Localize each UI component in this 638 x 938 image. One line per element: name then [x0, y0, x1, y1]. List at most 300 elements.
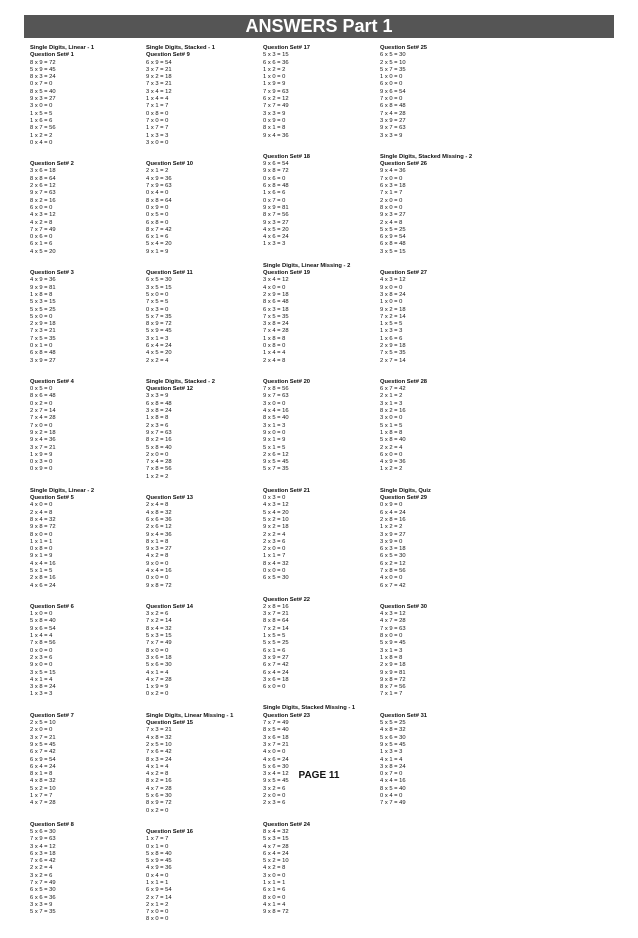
answer-line: 9 x 9 = 81 — [263, 204, 289, 211]
answer-line: 0 x 9 = 0 — [146, 204, 169, 211]
answer-line: 1 x 7 = 7 — [146, 125, 169, 132]
answer-line: 1 x 0 = 0 — [263, 74, 286, 81]
answer-line: 2 x 6 = 12 — [30, 183, 56, 190]
answer-line: 2 x 5 = 10 — [380, 59, 406, 66]
answers-column-2 — [146, 45, 264, 938]
answer-line: 3 x 8 = 24 — [146, 408, 172, 415]
answer-line: 8 x 0 = 0 — [146, 647, 169, 654]
answer-line: 4 x 7 = 28 — [146, 676, 172, 683]
answer-line: 5 x 3 = 15 — [146, 633, 172, 640]
question-set-heading: Question Set# 31 — [380, 712, 428, 719]
question-set-heading: Question Set# 18 — [263, 153, 311, 160]
section-heading: Single Digits, Stacked Missing - 1 — [263, 705, 356, 712]
answer-line: 3 x 0 = 0 — [263, 400, 286, 407]
answer-line: 6 x 9 = 54 — [146, 887, 172, 894]
question-set-heading: Question Set# 20 — [263, 378, 311, 385]
answer-line: 5 x 9 = 45 — [30, 66, 56, 73]
answer-line: 3 x 4 = 12 — [263, 277, 289, 284]
answer-line: 7 x 7 = 49 — [263, 103, 289, 110]
answer-line: 0 x 1 = 0 — [146, 843, 169, 850]
answer-line: 8 x 7 = 56 — [263, 212, 289, 219]
answer-line: 0 x 7 = 0 — [263, 197, 286, 204]
question-set-block — [146, 713, 264, 815]
answer-line: 6 x 7 = 42 — [380, 582, 406, 589]
answer-line: 2 x 1 = 2 — [146, 901, 169, 908]
section-heading: Single Digits, Stacked Missing - 2 — [380, 153, 473, 160]
answer-line: 8 x 4 = 32 — [146, 625, 172, 632]
answer-line: 7 x 7 = 49 — [380, 800, 406, 807]
answer-line: 0 x 8 = 0 — [263, 342, 286, 349]
answer-line: 3 x 8 = 24 — [30, 684, 56, 691]
question-set-block — [263, 488, 381, 583]
answer-line: 8 x 8 = 64 — [146, 197, 172, 204]
answer-line: 7 x 2 = 14 — [263, 625, 289, 632]
answer-line: 9 x 1 = 9 — [30, 553, 53, 560]
answer-line: 0 x 6 = 0 — [30, 234, 53, 241]
answer-line: 6 x 3 = 18 — [380, 183, 406, 190]
answer-line: 4 x 7 = 28 — [263, 843, 289, 850]
question-set-block — [146, 495, 264, 590]
answer-line: 3 x 1 = 3 — [263, 422, 286, 429]
answer-line: 6 x 5 = 30 — [263, 575, 289, 582]
answer-line: 9 x 3 = 27 — [146, 546, 172, 553]
question-set-heading: Question Set# 24 — [263, 821, 311, 828]
question-set-block — [30, 161, 148, 256]
answer-line: 6 x 1 = 6 — [30, 241, 53, 248]
question-set-block — [30, 379, 148, 474]
question-set-heading: Question Set# 12 — [146, 386, 194, 393]
answer-line: 5 x 4 = 20 — [146, 241, 172, 248]
answer-line: 5 x 5 = 25 — [30, 306, 56, 313]
answer-line: 7 x 0 = 0 — [30, 422, 53, 429]
answer-line: 1 x 9 = 9 — [263, 81, 286, 88]
question-set-heading: Question Set# 2 — [30, 161, 74, 168]
question-set-block — [263, 45, 381, 140]
answer-line: 5 x 2 = 10 — [263, 516, 289, 523]
answer-line: 7 x 7 = 49 — [30, 226, 56, 233]
answer-line: 2 x 3 = 6 — [263, 538, 286, 545]
answer-line: 7 x 1 = 7 — [380, 691, 403, 698]
answer-line: 6 x 1 = 6 — [263, 887, 286, 894]
answer-line: 5 x 8 = 40 — [146, 444, 172, 451]
answer-line: 7 x 0 = 0 — [146, 909, 169, 916]
answer-line: 9 x 0 = 0 — [30, 662, 53, 669]
answer-line: 5 x 5 = 25 — [263, 640, 289, 647]
answer-line: 5 x 6 = 30 — [263, 763, 289, 770]
answer-line: 4 x 0 = 0 — [380, 575, 403, 582]
answer-line: 6 x 9 = 54 — [146, 59, 172, 66]
answer-line: 9 x 5 = 45 — [263, 778, 289, 785]
answer-line: 6 x 6 = 36 — [30, 894, 56, 901]
answer-line: 2 x 1 = 2 — [146, 168, 169, 175]
answer-line: 9 x 4 = 36 — [146, 531, 172, 538]
answer-line: 2 x 0 = 0 — [263, 793, 286, 800]
answer-line: 8 x 2 = 16 — [146, 437, 172, 444]
answer-line: 7 x 3 = 21 — [146, 81, 172, 88]
page-title: ANSWERS Part 1 — [24, 15, 614, 38]
question-set-block — [263, 263, 381, 365]
answer-line: 6 x 3 = 18 — [380, 546, 406, 553]
answer-line: 3 x 6 = 18 — [146, 654, 172, 661]
answer-line: 8 x 0 = 0 — [380, 204, 403, 211]
section-heading: Single Digits, Linear - 2 — [30, 487, 95, 494]
answer-line: 8 x 1 = 8 — [30, 771, 53, 778]
answer-line: 7 x 6 = 42 — [30, 858, 56, 865]
answer-line: 6 x 7 = 42 — [30, 749, 56, 756]
answer-line: 0 x 0 = 0 — [263, 568, 286, 574]
answer-line: 3 x 2 = 6 — [146, 611, 169, 618]
answer-line: 3 x 3 = 9 — [30, 901, 53, 908]
answer-line: 8 x 9 = 72 — [146, 321, 172, 328]
answer-line: 3 x 4 = 12 — [146, 88, 172, 95]
answer-line: 4 x 0 = 0 — [263, 749, 286, 756]
answer-line: 3 x 6 = 18 — [30, 168, 56, 175]
question-set-heading: Question Set# 1 — [30, 52, 74, 59]
answer-line: 4 x 0 = 0 — [263, 284, 286, 291]
answer-line: 4 x 6 = 24 — [263, 234, 289, 241]
answer-line: 7 x 6 = 42 — [146, 749, 172, 756]
answer-line: 6 x 0 = 0 — [380, 81, 403, 88]
answer-line: 3 x 5 = 15 — [146, 284, 172, 291]
question-set-block — [30, 488, 148, 590]
answer-line: 8 x 4 = 32 — [263, 560, 289, 567]
answer-line: 5 x 2 = 10 — [263, 858, 289, 865]
answer-line: 0 x 2 = 0 — [30, 400, 53, 407]
answer-line: 1 x 1 = 1 — [263, 879, 286, 886]
answer-line: 2 x 2 = 4 — [30, 865, 53, 872]
question-set-block — [263, 597, 381, 692]
answer-line: 5 x 9 = 45 — [146, 858, 172, 865]
answer-line: 4 x 8 = 32 — [146, 734, 172, 741]
answer-line: 6 x 5 = 30 — [30, 887, 56, 894]
answer-line: 1 x 4 = 4 — [146, 96, 169, 103]
answer-line: 8 x 8 = 64 — [263, 618, 289, 625]
answer-line: 5 x 3 = 15 — [263, 836, 289, 843]
answer-line: 1 x 9 = 9 — [146, 684, 169, 691]
answer-line: 2 x 6 = 12 — [263, 451, 289, 458]
answer-line: 1 x 7 = 7 — [30, 793, 53, 800]
answer-line: 7 x 1 = 7 — [380, 190, 403, 197]
answer-line: 5 x 5 = 25 — [380, 226, 406, 233]
answer-line: 7 x 9 = 63 — [146, 183, 172, 190]
answer-line: 2 x 8 = 16 — [263, 603, 289, 610]
answer-line: 1 x 2 = 2 — [30, 132, 53, 139]
answer-line: 7 x 1 = 7 — [146, 103, 169, 110]
answer-line: 9 x 7 = 63 — [146, 429, 172, 436]
answer-line: 9 x 2 = 18 — [263, 524, 289, 531]
answer-line: 2 x 7 = 14 — [30, 408, 56, 415]
answer-line: 4 x 1 = 4 — [146, 763, 169, 770]
answer-line: 6 x 5 = 30 — [380, 553, 406, 560]
answer-line: 0 x 4 = 0 — [146, 190, 169, 197]
answer-line: 6 x 5 = 30 — [146, 277, 172, 284]
answer-line: 1 x 2 = 2 — [380, 466, 403, 473]
answer-line: 2 x 9 = 18 — [30, 321, 56, 328]
answer-line: 2 x 0 = 0 — [30, 727, 53, 734]
answers-column-4 — [380, 45, 498, 822]
answer-line: 0 x 8 = 0 — [146, 110, 169, 117]
answer-line: 3 x 1 = 3 — [380, 400, 403, 407]
answer-line: 9 x 4 = 36 — [30, 437, 56, 444]
question-set-heading: Question Set# 26 — [380, 161, 428, 168]
answer-line: 7 x 8 = 56 — [30, 640, 56, 647]
question-set-heading: Question Set# 14 — [146, 603, 194, 610]
answer-line: 4 x 3 = 12 — [380, 277, 406, 284]
answer-line: 1 x 0 = 0 — [380, 299, 403, 306]
question-set-heading: Question Set# 16 — [146, 828, 194, 835]
question-set-heading: Question Set# 13 — [146, 495, 194, 502]
answer-line: 8 x 4 = 32 — [263, 828, 289, 835]
question-set-block — [30, 604, 148, 699]
answer-line: 3 x 2 = 6 — [30, 872, 53, 879]
answer-line: 4 x 1 = 4 — [30, 676, 53, 683]
answer-line: 1 x 0 = 0 — [30, 611, 53, 618]
answer-line: 8 x 0 = 0 — [30, 531, 53, 538]
question-set-block — [30, 45, 148, 147]
answer-line: 3 x 5 = 15 — [380, 248, 406, 255]
answer-line: 3 x 7 = 21 — [30, 444, 56, 451]
answer-line: 1 x 6 = 6 — [263, 190, 286, 197]
answer-line: 4 x 9 = 36 — [380, 459, 406, 466]
answer-line: 0 x 9 = 0 — [263, 117, 286, 124]
answer-line: 9 x 5 = 45 — [380, 741, 406, 748]
answer-line: 0 x 6 = 0 — [263, 175, 286, 182]
answer-line: 0 x 1 = 0 — [30, 342, 53, 349]
answer-line: 4 x 0 = 0 — [30, 502, 53, 509]
answer-line: 9 x 8 = 72 — [30, 524, 56, 531]
answer-line: 3 x 3 = 9 — [263, 110, 286, 117]
question-set-heading: Question Set# 17 — [263, 45, 311, 51]
answer-line: 9 x 6 = 54 — [30, 625, 56, 632]
answer-line: 0 x 3 = 0 — [30, 459, 53, 466]
question-set-block — [380, 604, 498, 699]
answer-line: 7 x 2 = 14 — [380, 313, 406, 320]
answer-line: 0 x 8 = 0 — [30, 546, 53, 553]
answer-line: 3 x 7 = 21 — [30, 734, 56, 741]
answer-line: 2 x 0 = 0 — [146, 451, 169, 458]
answer-line: 5 x 4 = 20 — [263, 509, 289, 516]
answer-line: 5 x 5 = 25 — [380, 720, 406, 727]
answer-line: 6 x 6 = 36 — [263, 59, 289, 66]
answer-line: 1 x 3 = 3 — [146, 132, 169, 139]
answer-line: 5 x 7 = 35 — [380, 66, 406, 73]
question-set-block — [30, 713, 148, 808]
answer-line: 2 x 3 = 6 — [146, 422, 169, 429]
answer-line: 7 x 4 = 28 — [30, 415, 56, 422]
answer-line: 0 x 7 = 0 — [380, 771, 403, 778]
answer-line: 1 x 4 = 4 — [263, 350, 286, 357]
question-set-heading: Question Set# 22 — [263, 596, 311, 603]
answer-line: 4 x 3 = 12 — [30, 212, 56, 219]
answer-line: 2 x 1 = 2 — [380, 393, 403, 400]
answer-line: 3 x 9 = 0 — [380, 538, 403, 545]
answer-line: 9 x 5 = 45 — [30, 741, 56, 748]
answer-line: 4 x 8 = 32 — [380, 727, 406, 734]
question-set-block — [380, 379, 498, 474]
answer-line: 8 x 8 = 64 — [30, 175, 56, 182]
question-set-heading: Question Set# 7 — [30, 712, 74, 719]
question-set-heading: Question Set# 11 — [146, 270, 193, 277]
answer-line: 7 x 5 = 5 — [146, 299, 169, 306]
answer-line: 4 x 5 = 20 — [146, 350, 172, 357]
answer-line: 3 x 9 = 27 — [380, 531, 406, 538]
answer-line: 5 x 7 = 35 — [263, 466, 289, 473]
question-set-heading: Question Set# 30 — [380, 603, 428, 610]
answer-line: 9 x 9 = 81 — [30, 284, 56, 291]
answer-line: 3 x 8 = 24 — [263, 321, 289, 328]
answer-line: 9 x 8 = 72 — [263, 909, 289, 916]
question-set-block — [263, 379, 381, 474]
answer-line: 1 x 6 = 6 — [30, 117, 53, 124]
answer-line: 6 x 7 = 42 — [380, 386, 406, 393]
page-number: PAGE 11 — [298, 770, 340, 781]
answer-line: 6 x 5 = 30 — [380, 52, 406, 59]
question-set-block — [263, 822, 381, 917]
answer-line: 9 x 9 = 81 — [380, 669, 406, 676]
section-heading: Single Digits, Quiz — [380, 487, 431, 494]
answer-line: 1 x 5 = 5 — [263, 633, 286, 640]
answer-line: 6 x 9 = 54 — [30, 756, 56, 763]
question-set-block — [380, 270, 498, 365]
question-set-block — [146, 604, 264, 699]
answers-column-3 — [263, 45, 381, 930]
answer-line: 5 x 6 = 30 — [380, 734, 406, 741]
answer-line: 4 x 1 = 4 — [146, 669, 169, 676]
answer-line: 3 x 4 = 12 — [263, 771, 289, 778]
answer-line: 6 x 4 = 24 — [263, 669, 289, 676]
answer-line: 1 x 5 = 5 — [30, 110, 53, 117]
answer-line: 8 x 4 = 32 — [30, 516, 56, 523]
answer-line: 3 x 1 = 3 — [380, 647, 403, 654]
section-heading: Single Digits, Linear - 1 — [30, 45, 95, 51]
question-set-heading: Question Set# 15 — [146, 720, 194, 727]
question-set-block — [146, 270, 264, 365]
answer-line: 9 x 2 = 18 — [380, 306, 406, 313]
question-set-block — [146, 829, 264, 924]
answer-line: 7 x 3 = 21 — [30, 328, 56, 335]
answer-line: 0 x 4 = 0 — [380, 793, 403, 800]
answer-line: 5 x 8 = 40 — [380, 437, 406, 444]
answer-line: 5 x 0 = 0 — [30, 313, 53, 320]
answer-line: 4 x 7 = 28 — [146, 785, 172, 792]
answer-line: 9 x 6 = 54 — [380, 88, 406, 95]
question-set-block — [30, 270, 148, 365]
answer-line: 8 x 0 = 0 — [263, 894, 286, 901]
answer-line: 6 x 0 = 0 — [30, 204, 53, 211]
answer-line: 1 x 3 = 3 — [380, 749, 403, 756]
answer-line: 4 x 9 = 36 — [30, 277, 56, 284]
answer-line: 7 x 5 = 35 — [263, 313, 289, 320]
answer-line: 8 x 2 = 16 — [146, 778, 172, 785]
answer-line: 4 x 6 = 24 — [30, 582, 56, 589]
answer-line: 2 x 4 = 8 — [30, 509, 53, 516]
answer-line: 2 x 4 = 8 — [263, 357, 286, 364]
answer-line: 9 x 0 = 0 — [380, 284, 403, 291]
question-set-heading: Question Set# 8 — [30, 821, 74, 828]
answer-line: 8 x 7 = 42 — [146, 226, 172, 233]
answer-line: 4 x 9 = 36 — [146, 175, 172, 182]
answer-line: 0 x 3 = 0 — [146, 306, 169, 313]
answer-line: 9 x 2 = 18 — [30, 429, 56, 436]
answer-line: 1 x 2 = 2 — [380, 524, 403, 531]
answer-line: 3 x 6 = 18 — [263, 676, 289, 683]
answer-line: 7 x 5 = 35 — [380, 350, 406, 357]
answer-line: 3 x 2 = 6 — [263, 785, 286, 792]
answer-line: 6 x 4 = 24 — [263, 850, 289, 857]
answer-line: 5 x 9 = 45 — [380, 640, 406, 647]
answer-line: 4 x 5 = 20 — [263, 226, 289, 233]
answer-line: 7 x 4 = 28 — [263, 328, 289, 335]
answer-line: 1 x 8 = 8 — [380, 429, 403, 436]
answer-line: 1 x 3 = 3 — [380, 328, 403, 335]
answer-line: 2 x 2 = 4 — [380, 444, 403, 451]
answer-line: 0 x 3 = 0 — [263, 495, 286, 502]
answer-line: 4 x 9 = 36 — [146, 865, 172, 872]
answer-line: 5 x 1 = 5 — [380, 422, 403, 429]
answer-line: 1 x 2 = 2 — [146, 473, 169, 480]
question-set-block — [380, 713, 498, 808]
answer-line: 7 x 2 = 14 — [146, 618, 172, 625]
answer-line: 4 x 1 = 4 — [263, 901, 286, 908]
answer-line: 4 x 3 = 12 — [380, 611, 406, 618]
answer-line: 9 x 2 = 18 — [146, 74, 172, 81]
answer-line: 4 x 7 = 28 — [30, 800, 56, 807]
answer-line: 7 x 8 = 56 — [146, 466, 172, 473]
answer-line: 5 x 6 = 30 — [30, 828, 56, 835]
answer-line: 8 x 7 = 56 — [30, 125, 56, 132]
answer-line: 8 x 5 = 40 — [263, 415, 289, 422]
answer-line: 1 x 6 = 6 — [380, 335, 403, 342]
answer-line: 4 x 2 = 8 — [146, 771, 169, 778]
question-set-heading: Question Set# 4 — [30, 378, 74, 385]
answer-line: 3 x 3 = 9 — [146, 393, 169, 400]
question-set-block — [30, 822, 148, 917]
answer-line: 3 x 6 = 18 — [263, 734, 289, 741]
answer-line: 5 x 1 = 5 — [30, 568, 53, 574]
answer-line: 3 x 9 = 27 — [263, 654, 289, 661]
answer-line: 8 x 3 = 24 — [146, 756, 172, 763]
answer-line: 5 x 7 = 35 — [30, 909, 56, 916]
answer-line: 0 x 7 = 0 — [30, 81, 53, 88]
answer-line: 6 x 1 = 6 — [263, 647, 286, 654]
answer-line: 8 x 5 = 40 — [263, 727, 289, 734]
answer-line: 6 x 3 = 18 — [30, 850, 56, 857]
answer-line: 9 x 3 = 27 — [30, 96, 56, 103]
answer-line: 7 x 7 = 49 — [30, 879, 56, 886]
answer-line: 7 x 0 = 0 — [380, 96, 403, 103]
answer-line: 4 x 4 = 16 — [380, 778, 406, 785]
answer-line: 9 x 4 = 36 — [380, 168, 406, 175]
answer-line: 2 x 0 = 0 — [263, 546, 286, 553]
answer-line: 9 x 7 = 63 — [263, 393, 289, 400]
answer-line: 1 x 3 = 3 — [263, 241, 286, 248]
answer-line: 6 x 2 = 12 — [263, 96, 289, 103]
answer-line: 3 x 9 = 27 — [30, 357, 56, 364]
answer-line: 4 x 7 = 28 — [380, 618, 406, 625]
answer-line: 3 x 3 = 9 — [380, 132, 403, 139]
question-set-block — [263, 154, 381, 249]
answer-line: 1 x 1 = 7 — [263, 553, 286, 560]
answer-line: 0 x 4 = 0 — [30, 139, 53, 146]
answer-line: 3 x 7 = 21 — [263, 611, 289, 618]
answer-line: 4 x 8 = 32 — [146, 509, 172, 516]
question-set-heading: Question Set# 21 — [263, 487, 311, 494]
question-set-heading: Question Set# 9 — [146, 52, 190, 59]
answer-line: 2 x 2 = 4 — [146, 357, 169, 364]
answer-line: 0 x 9 = 0 — [380, 502, 403, 509]
answer-line: 1 x 2 = 2 — [263, 66, 286, 73]
answer-line: 6 x 2 = 12 — [380, 560, 406, 567]
